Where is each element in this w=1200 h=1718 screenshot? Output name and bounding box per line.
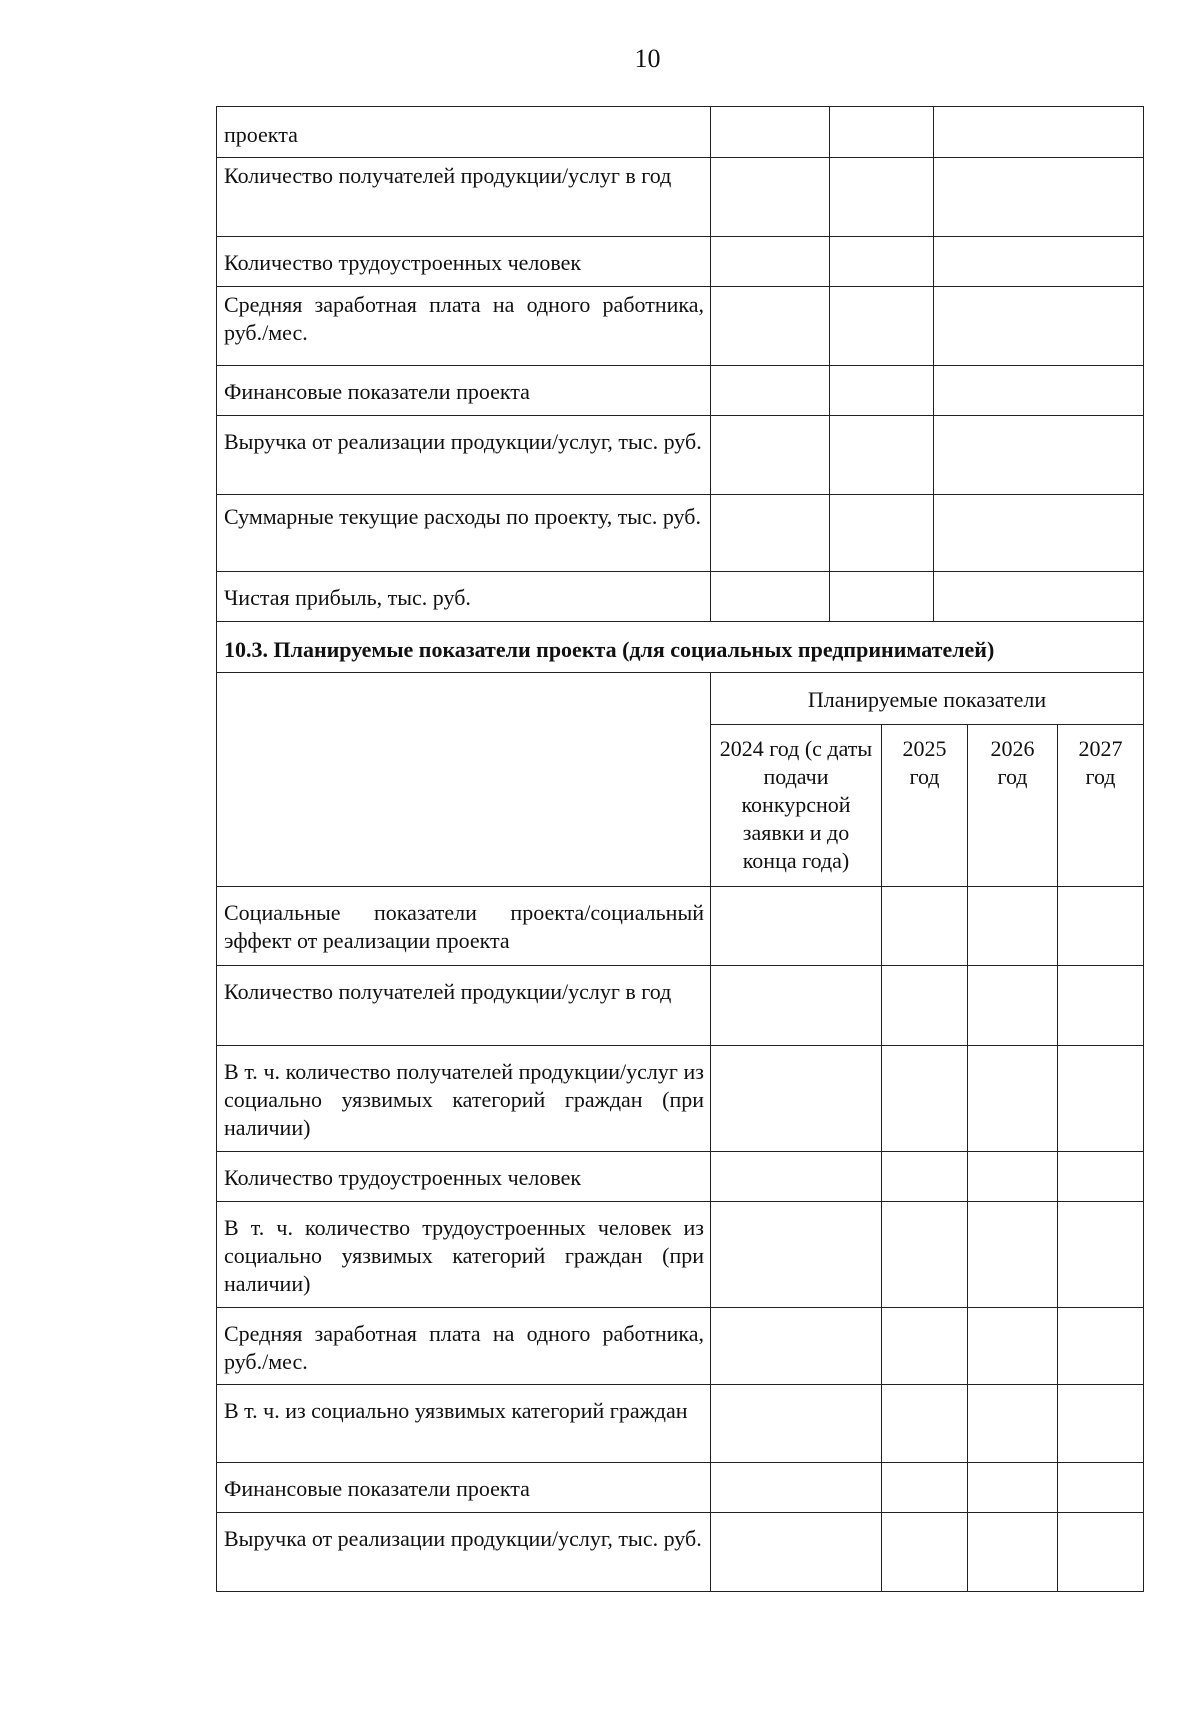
year-2027-header: 2027 год: [1058, 725, 1144, 887]
value-cell[interactable]: [882, 1152, 968, 1202]
value-cell[interactable]: [934, 495, 1144, 572]
value-cell[interactable]: [934, 158, 1144, 237]
value-cell[interactable]: [711, 1202, 882, 1308]
value-cell[interactable]: [1058, 1046, 1144, 1152]
value-cell[interactable]: [830, 158, 934, 237]
value-cell[interactable]: [711, 107, 830, 158]
table-row: [217, 495, 1144, 572]
value-cell[interactable]: [882, 887, 968, 966]
row-label: Количество трудоустроенных человек: [217, 1152, 711, 1202]
value-cell[interactable]: [830, 572, 934, 622]
value-cell[interactable]: [968, 1513, 1058, 1592]
row-label: Средняя заработная плата на одного работника, руб./мес.: [217, 287, 711, 366]
value-cell[interactable]: [711, 495, 830, 572]
value-cell[interactable]: [830, 416, 934, 495]
value-cell[interactable]: [968, 1046, 1058, 1152]
row-label: Количество получателей продукции/услуг в год: [217, 966, 711, 1046]
value-cell[interactable]: [968, 966, 1058, 1046]
value-cell[interactable]: [882, 966, 968, 1046]
row-label: проекта: [217, 107, 711, 158]
value-cell[interactable]: [968, 887, 1058, 966]
header-row: [217, 673, 1144, 725]
value-cell[interactable]: [1058, 1308, 1144, 1385]
section-title: 10.3. Планируемые показатели проекта (для социальных предпринимателей): [217, 622, 1144, 673]
value-cell[interactable]: [968, 1385, 1058, 1463]
row-label: В т. ч. количество трудоустроенных человек из социально уязвимых категорий граждан (при наличии): [217, 1202, 711, 1308]
value-cell[interactable]: [711, 1308, 882, 1385]
year-2026-header: 2026 год: [968, 725, 1058, 887]
value-cell[interactable]: [882, 1513, 968, 1592]
row-label: Суммарные текущие расходы по проекту, тыс. руб.: [217, 495, 711, 572]
value-cell[interactable]: [711, 1046, 882, 1152]
planned-indicators-table: [216, 672, 1144, 1592]
table-row: [217, 572, 1144, 622]
row-label: Финансовые показатели проекта: [217, 366, 711, 416]
table-row: [217, 1202, 1144, 1308]
value-cell[interactable]: [711, 1463, 882, 1513]
value-cell[interactable]: [1058, 966, 1144, 1046]
table-row: [217, 237, 1144, 287]
value-cell[interactable]: [1058, 1385, 1144, 1463]
table-row: [217, 416, 1144, 495]
value-cell[interactable]: [711, 887, 882, 966]
value-cell[interactable]: [934, 287, 1144, 366]
value-cell[interactable]: [968, 1463, 1058, 1513]
table-row: [217, 287, 1144, 366]
value-cell[interactable]: [1058, 1513, 1144, 1592]
table-row: [217, 107, 1144, 158]
row-label: Количество трудоустроенных человек: [217, 237, 711, 287]
value-cell[interactable]: [968, 1152, 1058, 1202]
value-cell[interactable]: [968, 1202, 1058, 1308]
planned-indicators-header: Планируемые показатели: [711, 673, 1144, 725]
row-label: Финансовые показатели проекта: [217, 1463, 711, 1513]
table-row: [217, 1152, 1144, 1202]
value-cell[interactable]: [711, 287, 830, 366]
table-row: [217, 1046, 1144, 1152]
row-label: Средняя заработная плата на одного работника, руб./мес.: [217, 1308, 711, 1385]
value-cell[interactable]: [882, 1202, 968, 1308]
row-label: Количество получателей продукции/услуг в год: [217, 158, 711, 237]
indicators-table-continued: [216, 106, 1144, 622]
table-row: [217, 887, 1144, 966]
value-cell[interactable]: [830, 237, 934, 287]
value-cell[interactable]: [830, 287, 934, 366]
value-cell[interactable]: [1058, 887, 1144, 966]
table-row: [217, 966, 1144, 1046]
value-cell[interactable]: [934, 416, 1144, 495]
row-label: В т. ч. количество получателей продукции/услуг из социально уязвимых категорий граждан (при наличии): [217, 1046, 711, 1152]
value-cell[interactable]: [882, 1385, 968, 1463]
table-row: [217, 1308, 1144, 1385]
empty-header-cell: [217, 673, 711, 887]
row-label: В т. ч. из социально уязвимых категорий граждан: [217, 1385, 711, 1463]
year-2025-header: 2025 год: [882, 725, 968, 887]
row-label: Социальные показатели проекта/социальный эффект от реализации проекта: [217, 887, 711, 966]
value-cell[interactable]: [711, 572, 830, 622]
value-cell[interactable]: [882, 1046, 968, 1152]
table-row: [217, 158, 1144, 237]
section-heading-table: [216, 621, 1144, 673]
page-number: 10: [634, 44, 661, 73]
value-cell[interactable]: [934, 366, 1144, 416]
value-cell[interactable]: [711, 1513, 882, 1592]
value-cell[interactable]: [1058, 1202, 1144, 1308]
value-cell[interactable]: [711, 1385, 882, 1463]
value-cell[interactable]: [830, 107, 934, 158]
value-cell[interactable]: [711, 1152, 882, 1202]
table-row: [217, 366, 1144, 416]
row-label: Выручка от реализации продукции/услуг, тыс. руб.: [217, 1513, 711, 1592]
value-cell[interactable]: [882, 1463, 968, 1513]
value-cell[interactable]: [968, 1308, 1058, 1385]
year-2024-header: 2024 год (с даты подачи конкурсной заявки и до конца года): [711, 725, 882, 887]
value-cell[interactable]: [711, 416, 830, 495]
value-cell[interactable]: [711, 366, 830, 416]
value-cell[interactable]: [830, 495, 934, 572]
table-row: [217, 1513, 1144, 1592]
value-cell[interactable]: [711, 158, 830, 237]
value-cell[interactable]: [1058, 1463, 1144, 1513]
value-cell[interactable]: [830, 366, 934, 416]
row-label: Чистая прибыль, тыс. руб.: [217, 572, 711, 622]
table-row: [217, 1385, 1144, 1463]
value-cell[interactable]: [1058, 1152, 1144, 1202]
value-cell[interactable]: [934, 572, 1144, 622]
value-cell[interactable]: [882, 1308, 968, 1385]
row-label: Выручка от реализации продукции/услуг, тыс. руб.: [217, 416, 711, 495]
value-cell[interactable]: [711, 966, 882, 1046]
value-cell[interactable]: [711, 237, 830, 287]
value-cell[interactable]: [934, 237, 1144, 287]
table-row: [217, 1463, 1144, 1513]
value-cell[interactable]: [934, 107, 1144, 158]
